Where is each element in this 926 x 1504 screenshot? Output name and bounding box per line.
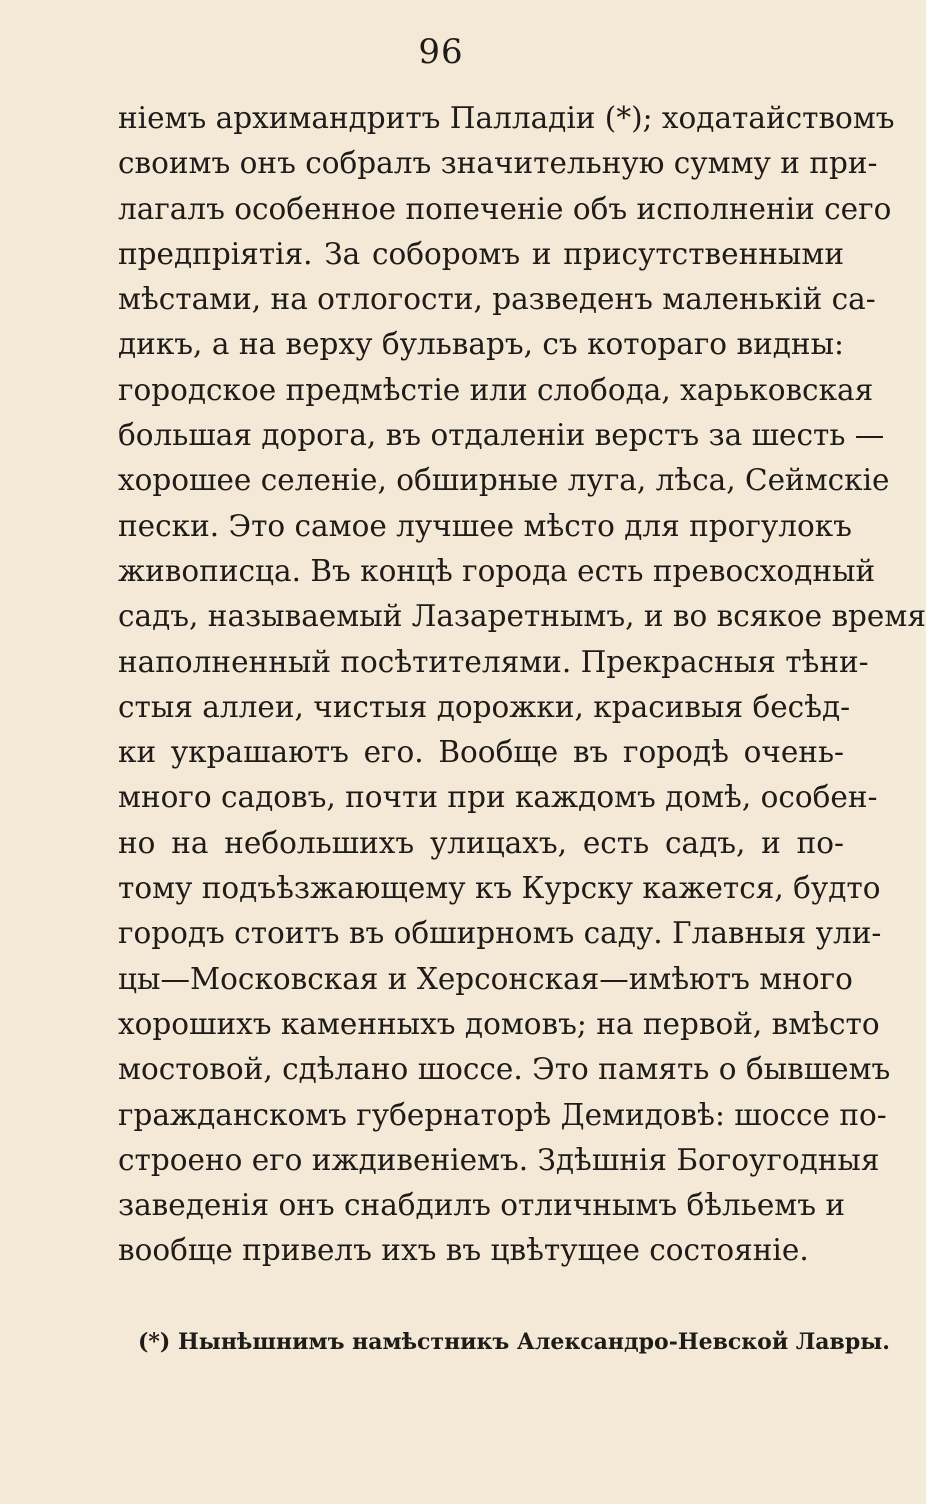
text-line: ки украшаютъ его. Вообще въ городѣ очень-: [118, 735, 844, 770]
text-line: хорошее селеніе, обширные луга, лѣса, Сеймскіе: [118, 463, 890, 498]
page-number: 96: [418, 32, 464, 72]
text-line: живописца. Въ концѣ города есть превосходный: [118, 553, 876, 588]
text-line: дикъ, а на верху бульваръ, съ котораго видны:: [118, 327, 844, 362]
text-line: строено его иждивеніемъ. Здѣшнія Богоугодныя: [118, 1142, 880, 1177]
text-line: городъ стоитъ въ обширномъ саду. Главныя ули-: [118, 916, 882, 951]
text-line: заведенія онъ снабдилъ отличнымъ бѣльемъ и: [118, 1188, 846, 1223]
footnote: (*) Нынѣшнимъ намѣстникъ Александро-Невской Лавры.: [138, 1329, 890, 1355]
text-line: тому подъѣзжающему къ Курску кажется, будто: [118, 871, 881, 906]
text-line: гражданскомъ губернаторѣ Демидовѣ: шоссе по-: [118, 1097, 887, 1132]
text-line: много садовъ, почти при каждомъ домѣ, особен-: [118, 780, 878, 815]
text-line: но на небольшихъ улицахъ, есть садъ, и по-: [118, 825, 844, 860]
text-line: городское предмѣстіе или слобода, харьковская: [118, 372, 874, 407]
body-text: [118, 96, 926, 1274]
text-line: своимъ онъ собралъ значительную сумму и при-: [118, 146, 878, 181]
text-line: пески. Это самое лучшее мѣсто для прогулокъ: [118, 508, 852, 543]
text-line: стыя аллеи, чистыя дорожки, красивыя бесѣд-: [118, 689, 851, 724]
text-line: большая дорога, въ отдаленіи верстъ за шесть —: [118, 418, 885, 453]
text-line: предпріятія. За соборомъ и присутственными: [118, 236, 844, 271]
text-line: наполненный посѣтителями. Прекрасныя тѣни-: [118, 644, 869, 679]
text-line: лагалъ особенное попеченіе объ исполненіи сего: [118, 191, 892, 226]
text-line: садъ, называемый Лазаретнымъ, и во всякое время: [118, 599, 926, 634]
text-line: мостовой, сдѣлано шоссе. Это память о бывшемъ: [118, 1052, 891, 1087]
text-line: цы—Московская и Херсонская—имѣютъ много: [118, 961, 853, 996]
text-line: ніемъ архимандритъ Палладіи (*); ходатайствомъ: [118, 101, 895, 135]
text-line: хорошихъ каменныхъ домовъ; на первой, вмѣсто: [118, 1006, 880, 1041]
text-line: мѣстами, на отлогости, разведенъ маленькій са-: [118, 282, 876, 317]
text-line: вообще привелъ ихъ въ цвѣтущее состояніе.: [118, 1233, 809, 1268]
